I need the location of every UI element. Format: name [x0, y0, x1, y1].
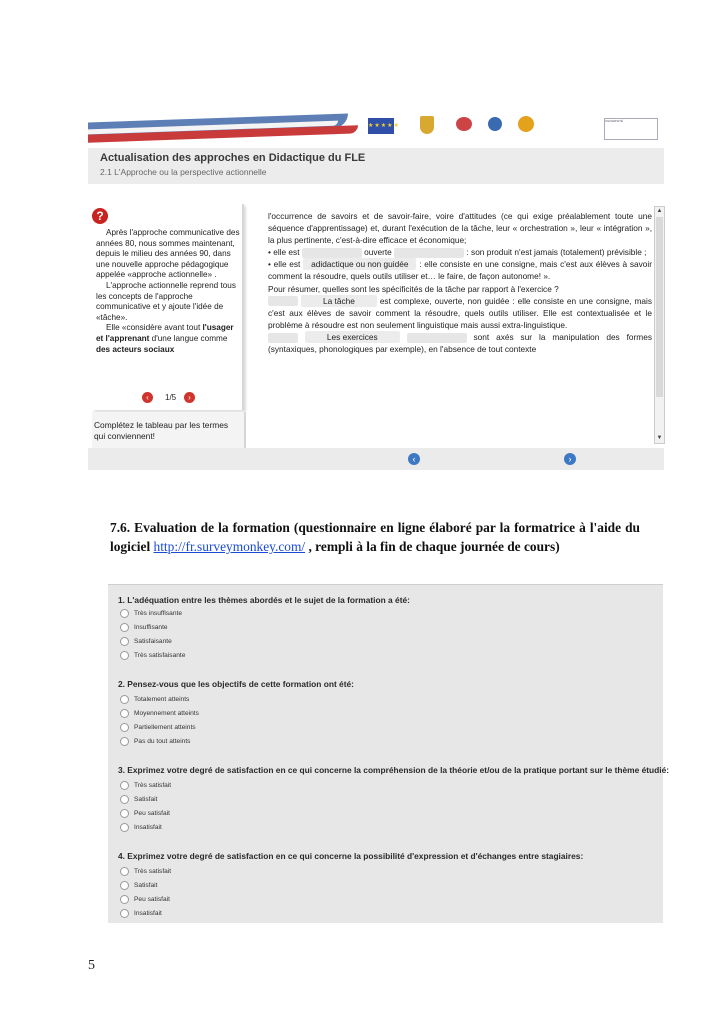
exercise-line-3: • elle est adidactique ou non guidée : elle consiste en une consigne, mais c'est aux élèves à savoir comment la résoudre, quels outils utiliser et… le faire, de façon autonome! ». [268, 259, 653, 282]
filled-field[interactable]: adidactique ou non guidée [303, 258, 416, 270]
exercise-text [268, 210, 652, 355]
scroll-thumb[interactable] [656, 217, 663, 397]
section-caption: 7.6. Evaluation de la formation (questionnaire en ligne élaboré par la formatrice à l'aide du logiciel http://fr.surveymonkey.com/ , rempli à la fin de chaque journée de cours) [110, 520, 640, 554]
blank-field[interactable] [302, 248, 362, 258]
blank-field[interactable] [407, 333, 467, 343]
nav-next-button[interactable]: › [564, 453, 576, 465]
question-2-title: 2. Pensez-vous que les objectifs de cette formation ont été: [118, 679, 354, 689]
option-label: Très satisfait [134, 782, 172, 789]
radio-button[interactable] [120, 795, 129, 804]
radio-button[interactable] [120, 895, 129, 904]
radio-button[interactable] [120, 709, 129, 718]
navigation-bar [88, 448, 664, 470]
radio-button[interactable] [120, 723, 129, 732]
option-label: Insatisfait [134, 910, 162, 917]
exercise-scrollbar[interactable] [654, 206, 665, 444]
exercise-line-1: l'occurrence de savoirs et de savoir-faire, voire d'attitudes (ce qui exige préalablement toute une séquence d'apprentissage) et, durant l'exécution de la tâche, leur « orchestration », leur « intégration », la plus pertinente, c'est-à-dire efficace et économique; [268, 211, 652, 246]
pager-prev-button[interactable]: ‹ [142, 392, 153, 403]
option-label: Partiellement atteints [134, 724, 196, 731]
radio-button[interactable] [120, 867, 129, 876]
survey-screenshot [108, 584, 670, 923]
info-paragraph-1: Après l'approche communicative des années 80, nous sommes maintenant, depuis le milieu des années 90, dans une nouvelle approche pédagogique appelée «approche actionnelle» . [96, 228, 240, 280]
radio-button[interactable] [120, 737, 129, 746]
radio-button[interactable] [120, 637, 129, 646]
partner-logo [518, 116, 534, 132]
scroll-up-icon[interactable]: ▲ [656, 208, 663, 214]
filled-field[interactable]: La tâche [301, 295, 377, 307]
eu-flag-logo: ★★★★★ [368, 118, 394, 134]
radio-button[interactable] [120, 909, 129, 918]
radio-button[interactable] [120, 823, 129, 832]
radio-button[interactable] [120, 623, 129, 632]
radio-button[interactable] [120, 651, 129, 660]
blank-field[interactable] [394, 248, 464, 258]
institution-logo [456, 117, 472, 131]
option-label: Insuffisante [134, 624, 168, 631]
blank-field[interactable] [268, 333, 298, 343]
page-number: 5 [88, 958, 95, 973]
filled-field[interactable]: Les exercices [305, 331, 400, 343]
option-label: Moyennement atteints [134, 710, 199, 717]
option-label: Totalement atteints [134, 696, 190, 703]
course-screenshot [88, 112, 664, 470]
exercise-line-2: • elle est ouverte : son produit n'est jamais (totalement) prévisible ; [268, 247, 647, 258]
radio-button[interactable] [120, 881, 129, 890]
pager-next-button[interactable]: › [184, 392, 195, 403]
info-paragraph-2: L'approche actionnelle reprend tous les concepts de l'approche communicative et y ajoute l'idée de «tâche». [96, 280, 236, 322]
coat-of-arms-logo [420, 116, 434, 134]
option-label: Pas du tout atteints [134, 738, 191, 745]
option-label: Satisfait [134, 796, 158, 803]
radio-button[interactable] [120, 695, 129, 704]
pager-label: 1/5 [165, 393, 177, 402]
question-1-title: 1. L'adéquation entre les thèmes abordés et le sujet de la formation a été: [118, 595, 410, 605]
option-label: Très satisfait [134, 868, 172, 875]
exercise-line-6: Les exercices sont axés sur la manipulation des formes (syntaxiques, phonologiques par exemple), en l'absence de tout contexte [268, 331, 652, 355]
option-label: Très satisfaisante [134, 652, 186, 659]
help-icon[interactable]: ? [92, 208, 108, 224]
option-label: Satisfaisante [134, 638, 172, 645]
exercise-line-5: La tâche est complexe, ouverte, non guidée : elle consiste en une consigne, mais c'est aux élèves de savoir comment la résoudre, quels outils utiliser. Elle est contextualisée et le problème à résoudre est non seulement linguistique mais aussi extra-linguistique. [268, 295, 652, 330]
nav-prev-button[interactable]: ‹ [408, 453, 420, 465]
radio-button[interactable] [120, 809, 129, 818]
university-logo: UNIVERSITÉ [604, 118, 658, 140]
header-banner [88, 112, 664, 152]
course-subtitle: 2.1 L'Approche ou la perspective actionnelle [100, 167, 267, 177]
option-label: Satisfait [134, 882, 158, 889]
option-label: Insatisfait [134, 824, 162, 831]
radio-button[interactable] [120, 781, 129, 790]
info-text [96, 228, 242, 355]
radio-button[interactable] [120, 609, 129, 618]
option-label: Peu satisfait [134, 810, 170, 817]
blank-field[interactable] [268, 296, 298, 306]
info-pager [142, 392, 202, 404]
scroll-down-icon[interactable]: ▼ [656, 435, 663, 441]
surveymonkey-link[interactable]: http://fr.surveymonkey.com/ [153, 539, 306, 554]
instruction-text: Complétez le tableau par les termes qui conviennent! [94, 420, 229, 441]
info-paragraph-3: Elle «considère avant tout l'usager et l'apprenant d'une langue comme des acteurs sociaux [96, 323, 234, 354]
exercise-line-4: Pour résumer, quelles sont les spécificités de la tâche par rapport à l'exercice ? [268, 283, 559, 294]
question-3-title: 3. Exprimez votre degré de satisfaction en ce qui concerne la compréhension de la théorie et/ou de la pratique portant sur le thème étudié: [118, 765, 670, 775]
ministry-logo [488, 117, 502, 131]
option-label: Peu satisfait [134, 896, 170, 903]
question-4-title: 4. Exprimez votre degré de satisfaction en ce qui concerne la possibilité d'expression et d'échanges entre stagiaires: [118, 851, 584, 861]
course-title: Actualisation des approches en Didactique du FLE [100, 152, 366, 164]
option-label: Très insuffisante [134, 610, 183, 617]
